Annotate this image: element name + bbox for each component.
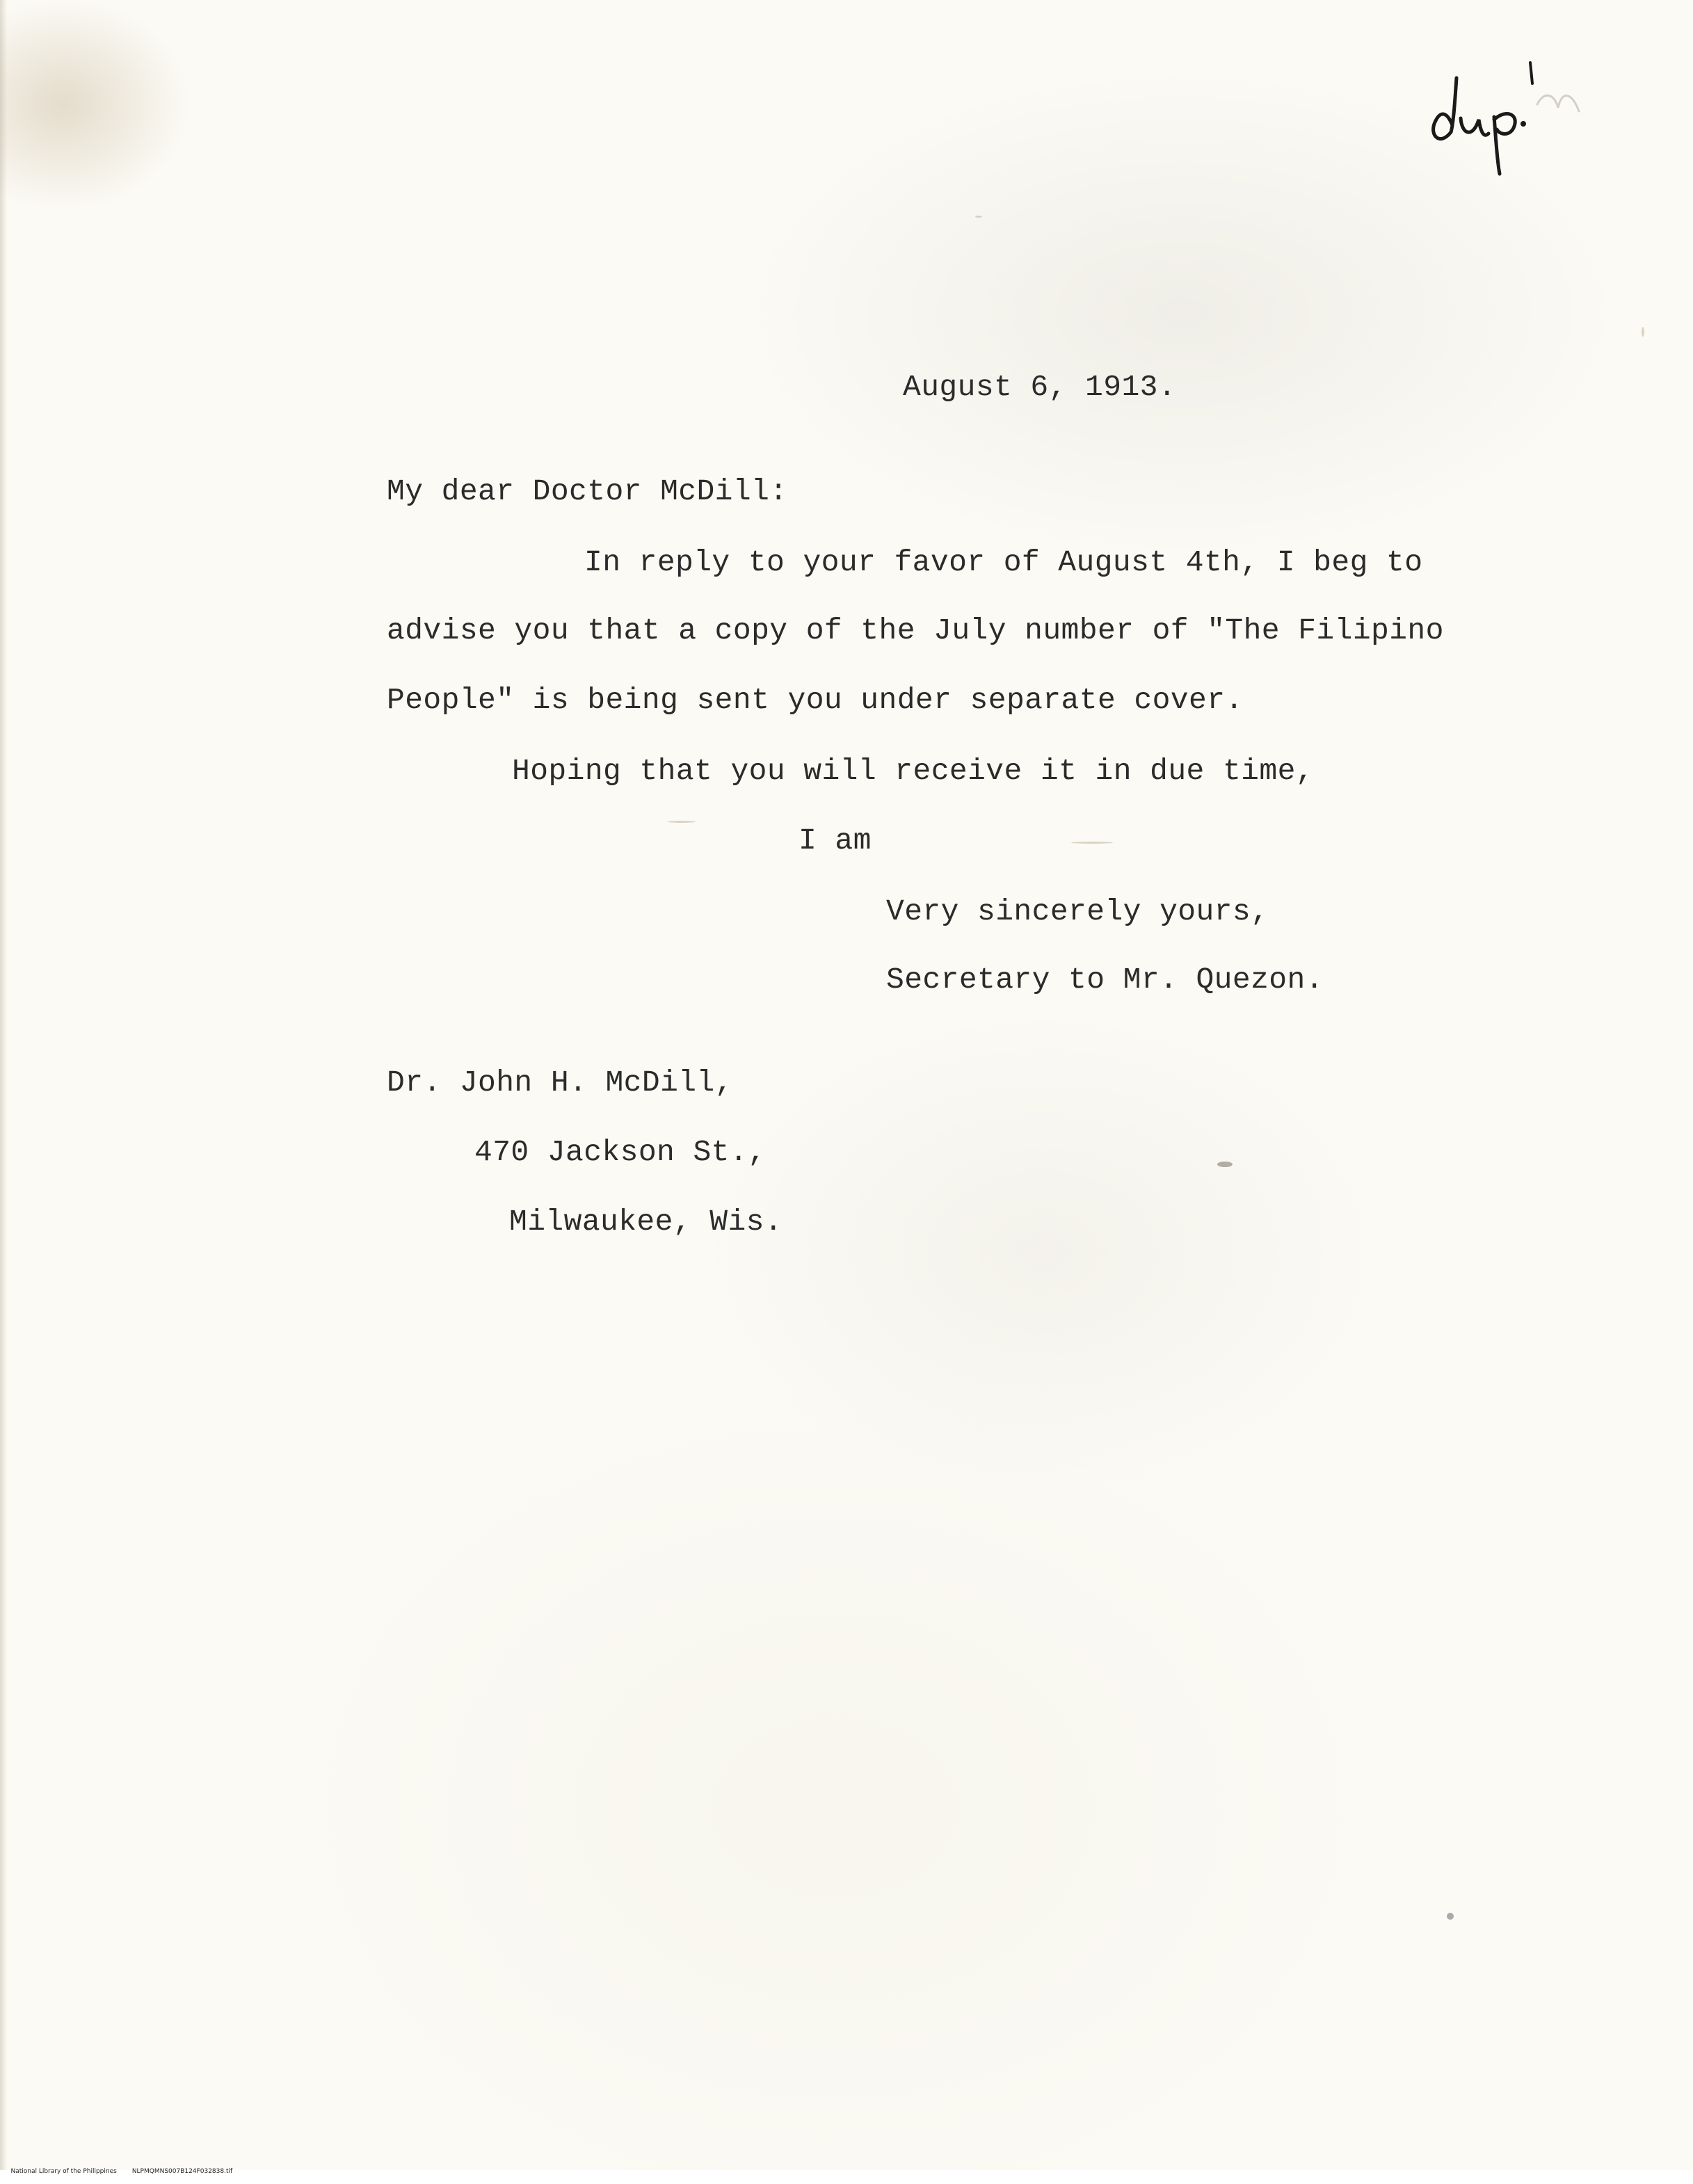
archive-file-id: NLPMQMNS007B124F032838.tif xyxy=(131,2168,233,2175)
letter-closing-i-am: I am xyxy=(799,824,872,858)
paper-speck xyxy=(1071,842,1113,844)
page-edge-shadow xyxy=(0,0,7,2170)
paper-speck xyxy=(1217,1162,1233,1167)
handwritten-dup-mark xyxy=(1419,42,1600,181)
letter-body-line-4: Hoping that you will receive it in due time, xyxy=(512,754,1314,788)
letter-body-line-2: advise you that a copy of the July number of "The Filipino xyxy=(387,613,1444,648)
letter-salutation: My dear Doctor McDill: xyxy=(387,474,788,508)
address-street: 470 Jackson St., xyxy=(474,1135,767,1169)
letter-date: August 6, 1913. xyxy=(903,370,1177,404)
letter-body-line-3: People" is being sent you under separate cover. xyxy=(387,683,1244,717)
archive-footer xyxy=(3,2159,248,2184)
paper-speck xyxy=(1447,1913,1454,1920)
letter-body-line-1: In reply to your favor of August 4th, I beg to xyxy=(584,545,1423,579)
address-name: Dr. John H. McDill, xyxy=(387,1066,733,1100)
paper-speck xyxy=(975,216,982,218)
paper-speck xyxy=(668,821,696,823)
letter-signature-title: Secretary to Mr. Quezon. xyxy=(886,963,1324,997)
paper-speck xyxy=(1642,327,1644,337)
archive-name: National Library of the Philippines xyxy=(10,2168,117,2175)
address-city: Milwaukee, Wis. xyxy=(509,1205,783,1239)
letter-closing: Very sincerely yours, xyxy=(886,894,1269,929)
